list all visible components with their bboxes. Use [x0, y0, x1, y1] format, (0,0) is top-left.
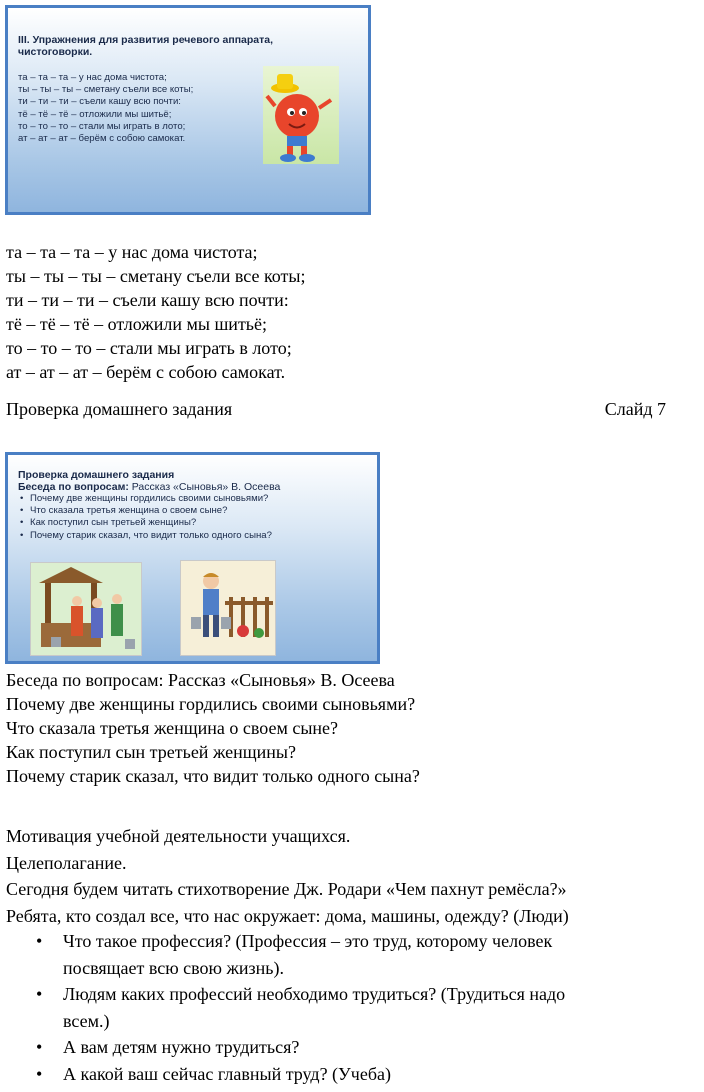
slide-number: Слайд 7	[604, 399, 666, 419]
motivation-line: Сегодня будем читать стихотворение Дж. Родари «Чем пахнут ремёсла?»	[6, 879, 567, 899]
slide-2-subtitle-rest: Рассказ «Сыновья» В. Осеева	[128, 481, 281, 493]
slide-1-line: то – то – то – стали мы играть в лото;	[18, 120, 186, 132]
question-line: Почему две женщины гордились своими сыновьями?	[6, 694, 416, 715]
poem-line: ти – ти – ти – съели кашу всю почти:	[6, 290, 289, 311]
slide-1-line: ат – ат – ат – берём с собою самокат.	[18, 133, 186, 145]
questions-text	[6, 668, 420, 788]
list-item-line: всем.)	[63, 1010, 110, 1031]
slide-1-line: ты – ты – ты – сметану съели все коты;	[18, 84, 194, 96]
motivation-text	[6, 823, 569, 929]
slide-1-line: ти – ти – ти – съели кашу всю почти:	[18, 96, 181, 108]
motivation-line: Мотивация учебной деятельности учащихся.	[6, 826, 351, 846]
bullet-icon: •	[36, 1037, 43, 1057]
list-item-line: Людям каких профессий необходимо трудиться? (Трудиться надо	[63, 984, 566, 1004]
poem-line: ты – ты – ты – сметану съели все коты;	[6, 266, 306, 287]
question-line: Что сказала третья женщина о своем сыне?	[6, 718, 339, 739]
tomato-character-illustration	[263, 66, 339, 164]
boy-with-buckets-illustration	[180, 560, 276, 656]
poem-line: та – та – та – у нас дома чистота;	[6, 242, 258, 262]
motivation-line: Целеполагание.	[6, 852, 127, 873]
slide-2-image	[5, 452, 380, 664]
poem-text	[6, 240, 306, 385]
bullet-icon: •	[36, 1063, 43, 1084]
slide-2-subtitle	[18, 481, 280, 493]
slide-2-subtitle-bold: Беседа по вопросам:	[18, 481, 129, 493]
slide-1-line: та – та – та – у нас дома чистота;	[18, 72, 167, 83]
question-line: Почему старик сказал, что видит только одного сына?	[6, 766, 420, 787]
slide-1-lines	[18, 72, 193, 145]
list-item	[36, 1034, 676, 1061]
slide-1-image	[5, 5, 371, 215]
questions-heading: Беседа по вопросам: Рассказ «Сыновья» В. Осеева	[6, 670, 395, 690]
question-line: Как поступил сын третьей женщины?	[6, 742, 296, 763]
list-item-line: посвящает всю свою жизнь).	[63, 957, 284, 978]
poem-line: тё – тё – тё – отложили мы шитьё;	[6, 314, 268, 335]
well-women-illustration	[30, 562, 142, 656]
slide-1-line: тё – тё – тё – отложили мы шитьё;	[18, 108, 172, 120]
motivation-line: Ребята, кто создал все, что нас окружает: дома, машины, одежду? (Люди)	[6, 905, 569, 926]
slide-2-bullet: • Почему две женщины гордились своими сыновьями?	[18, 493, 272, 505]
bullet-icon: •	[36, 931, 43, 951]
poem-line: ат – ат – ат – берём с собою самокат.	[6, 362, 286, 383]
slide-2-bullets	[18, 493, 272, 542]
poem-line: то – то – то – стали мы играть в лото;	[6, 338, 292, 359]
slide-1-title: III. Упражнения для развития речевого аппарата, чистоговорки.	[18, 34, 274, 58]
slide-2-bullet: • Как поступил сын третьей женщины?	[18, 517, 272, 529]
list-item	[36, 981, 676, 1034]
list-item	[36, 928, 676, 981]
list-item-line: Что такое профессия? (Профессия – это труд, которому человек	[63, 931, 553, 951]
slide-2-bullet: • Что сказала третья женщина о своем сыне?	[18, 505, 272, 517]
homework-check-heading: Проверка домашнего задания	[6, 399, 233, 419]
list-item	[36, 1061, 676, 1088]
bullet-icon: •	[36, 984, 43, 1004]
slide-2-title: Проверка домашнего задания	[18, 469, 175, 481]
list-item-line: А вам детям нужно трудиться?	[63, 1037, 300, 1057]
slide-2-bullet: • Почему старик сказал, что видит только одного сына?	[18, 530, 272, 542]
homework-check-row	[6, 397, 666, 421]
profession-questions-list	[36, 928, 676, 1087]
list-item-line: А какой ваш сейчас главный труд? (Учеба)	[63, 1063, 391, 1084]
